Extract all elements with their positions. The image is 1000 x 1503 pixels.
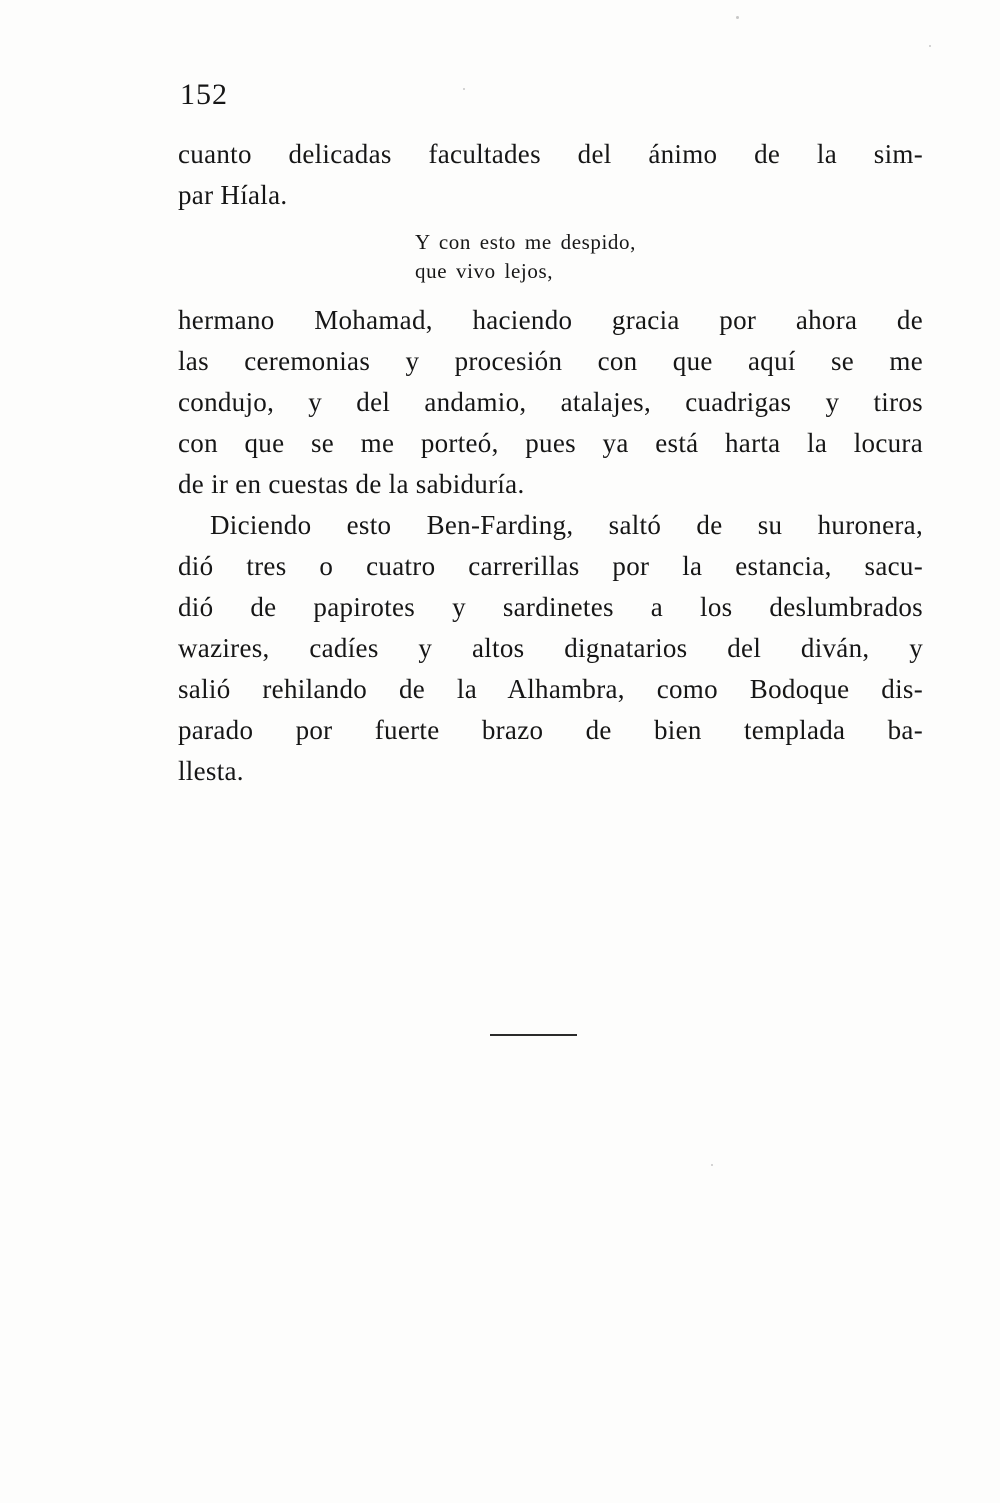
text-line: cuanto delicadas facultades del ánimo de la sim- [178,139,923,169]
text-line: llesta. [178,756,244,786]
page-number: 152 [180,78,228,111]
scan-artifact [929,45,931,47]
text-line: wazires, cadíes y altos dignatarios del diván, y [178,633,923,663]
paragraph-3 [178,505,923,792]
section-divider [490,1034,577,1036]
text-line: salió rehilando de la Alhambra, como Bodoque dis- [178,674,923,704]
scan-artifact [736,16,739,19]
text-line: hermano Mohamad, haciendo gracia por ahora de [178,305,923,335]
text-line: dió de papirotes y sardinetes a los deslumbrados [178,592,923,622]
scan-artifact [463,88,465,90]
paragraph-2 [178,300,923,505]
text-line: condujo, y del andamio, atalajes, cuadrigas y tiros [178,387,923,417]
text-line: par Híala. [178,180,288,210]
verse-block [415,228,923,286]
verse-line: que vivo lejos, [415,259,554,283]
text-line: con que se me porteó, pues ya está harta la locura [178,428,923,458]
scan-artifact [711,1164,713,1166]
verse-line: Y con esto me despido, [415,230,636,254]
text-block [178,134,923,1036]
text-line: Diciendo esto Ben-Farding, saltó de su huronera, [210,510,923,540]
text-line: las ceremonias y procesión con que aquí se me [178,346,923,376]
text-line: de ir en cuestas de la sabiduría. [178,469,525,499]
text-line: parado por fuerte brazo de bien templada ba- [178,715,923,745]
paragraph-1 [178,134,923,216]
text-line: dió tres o cuatro carrerillas por la estancia, sacu- [178,551,923,581]
